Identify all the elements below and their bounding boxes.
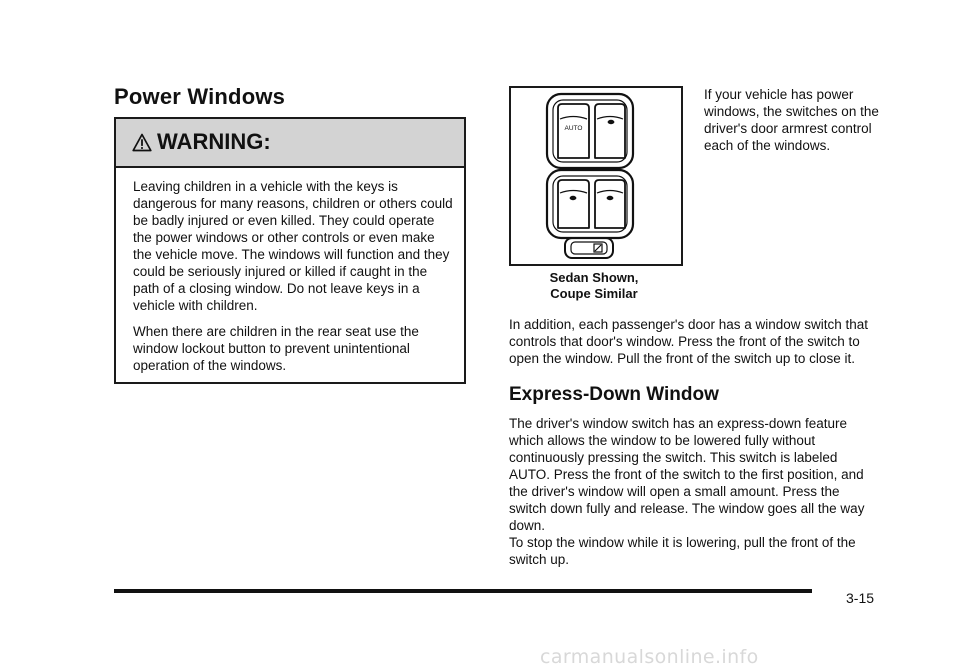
warning-triangle-icon bbox=[132, 133, 152, 152]
figure-caption bbox=[509, 270, 679, 302]
watermark: carmanualsonline.info bbox=[540, 646, 759, 668]
footer-rule bbox=[114, 589, 812, 593]
express-down-paragraph: The driver's window switch has an express-down feature which allows the window to be lowered fully without continuously pressing the switch. This switch is labeled AUTO. Press the front of the switch to the first position, and the driver's window will open a small amount. Press the switch down fully and release. The window goes all the way down. bbox=[509, 416, 865, 533]
page-number: 3-15 bbox=[846, 590, 875, 606]
window-switch-figure bbox=[509, 86, 683, 266]
figure-caption-line: Coupe Similar bbox=[550, 286, 638, 301]
warning-header bbox=[116, 119, 464, 168]
passenger-paragraph: In addition, each passenger's door has a window switch that controls that door's window. Press the front of the switch to open the window. Pull the front of the switch up to close it. bbox=[509, 317, 869, 366]
warning-title: WARNING: bbox=[157, 129, 271, 154]
intro-paragraph: If your vehicle has power windows, the switches on the driver's door armrest control each of the windows. bbox=[704, 87, 879, 153]
auto-switch-label: AUTO bbox=[564, 125, 583, 132]
page-title: Power Windows bbox=[114, 84, 286, 109]
section-heading: Express-Down Window bbox=[509, 384, 719, 405]
stop-window-paragraph: To stop the window while it is lowering, pull the front of the switch up. bbox=[509, 535, 856, 567]
figure-caption-line: Sedan Shown, bbox=[549, 270, 639, 285]
warning-body bbox=[133, 178, 453, 374]
warning-box bbox=[114, 117, 466, 384]
warning-paragraph: Leaving children in a vehicle with the keys is dangerous for many reasons, children or others could be badly injured or even killed. They could operate the power windows or other controls or even make the vehicle move. The windows will function and they could be seriously injured or killed if caught in the path of a closing window. Do not leave keys in a vehicle with children. bbox=[133, 179, 453, 313]
warning-paragraph: When there are children in the rear seat use the window lockout button to prevent unintentional operation of the windows. bbox=[133, 324, 419, 373]
window-switch-illustration bbox=[511, 88, 681, 264]
